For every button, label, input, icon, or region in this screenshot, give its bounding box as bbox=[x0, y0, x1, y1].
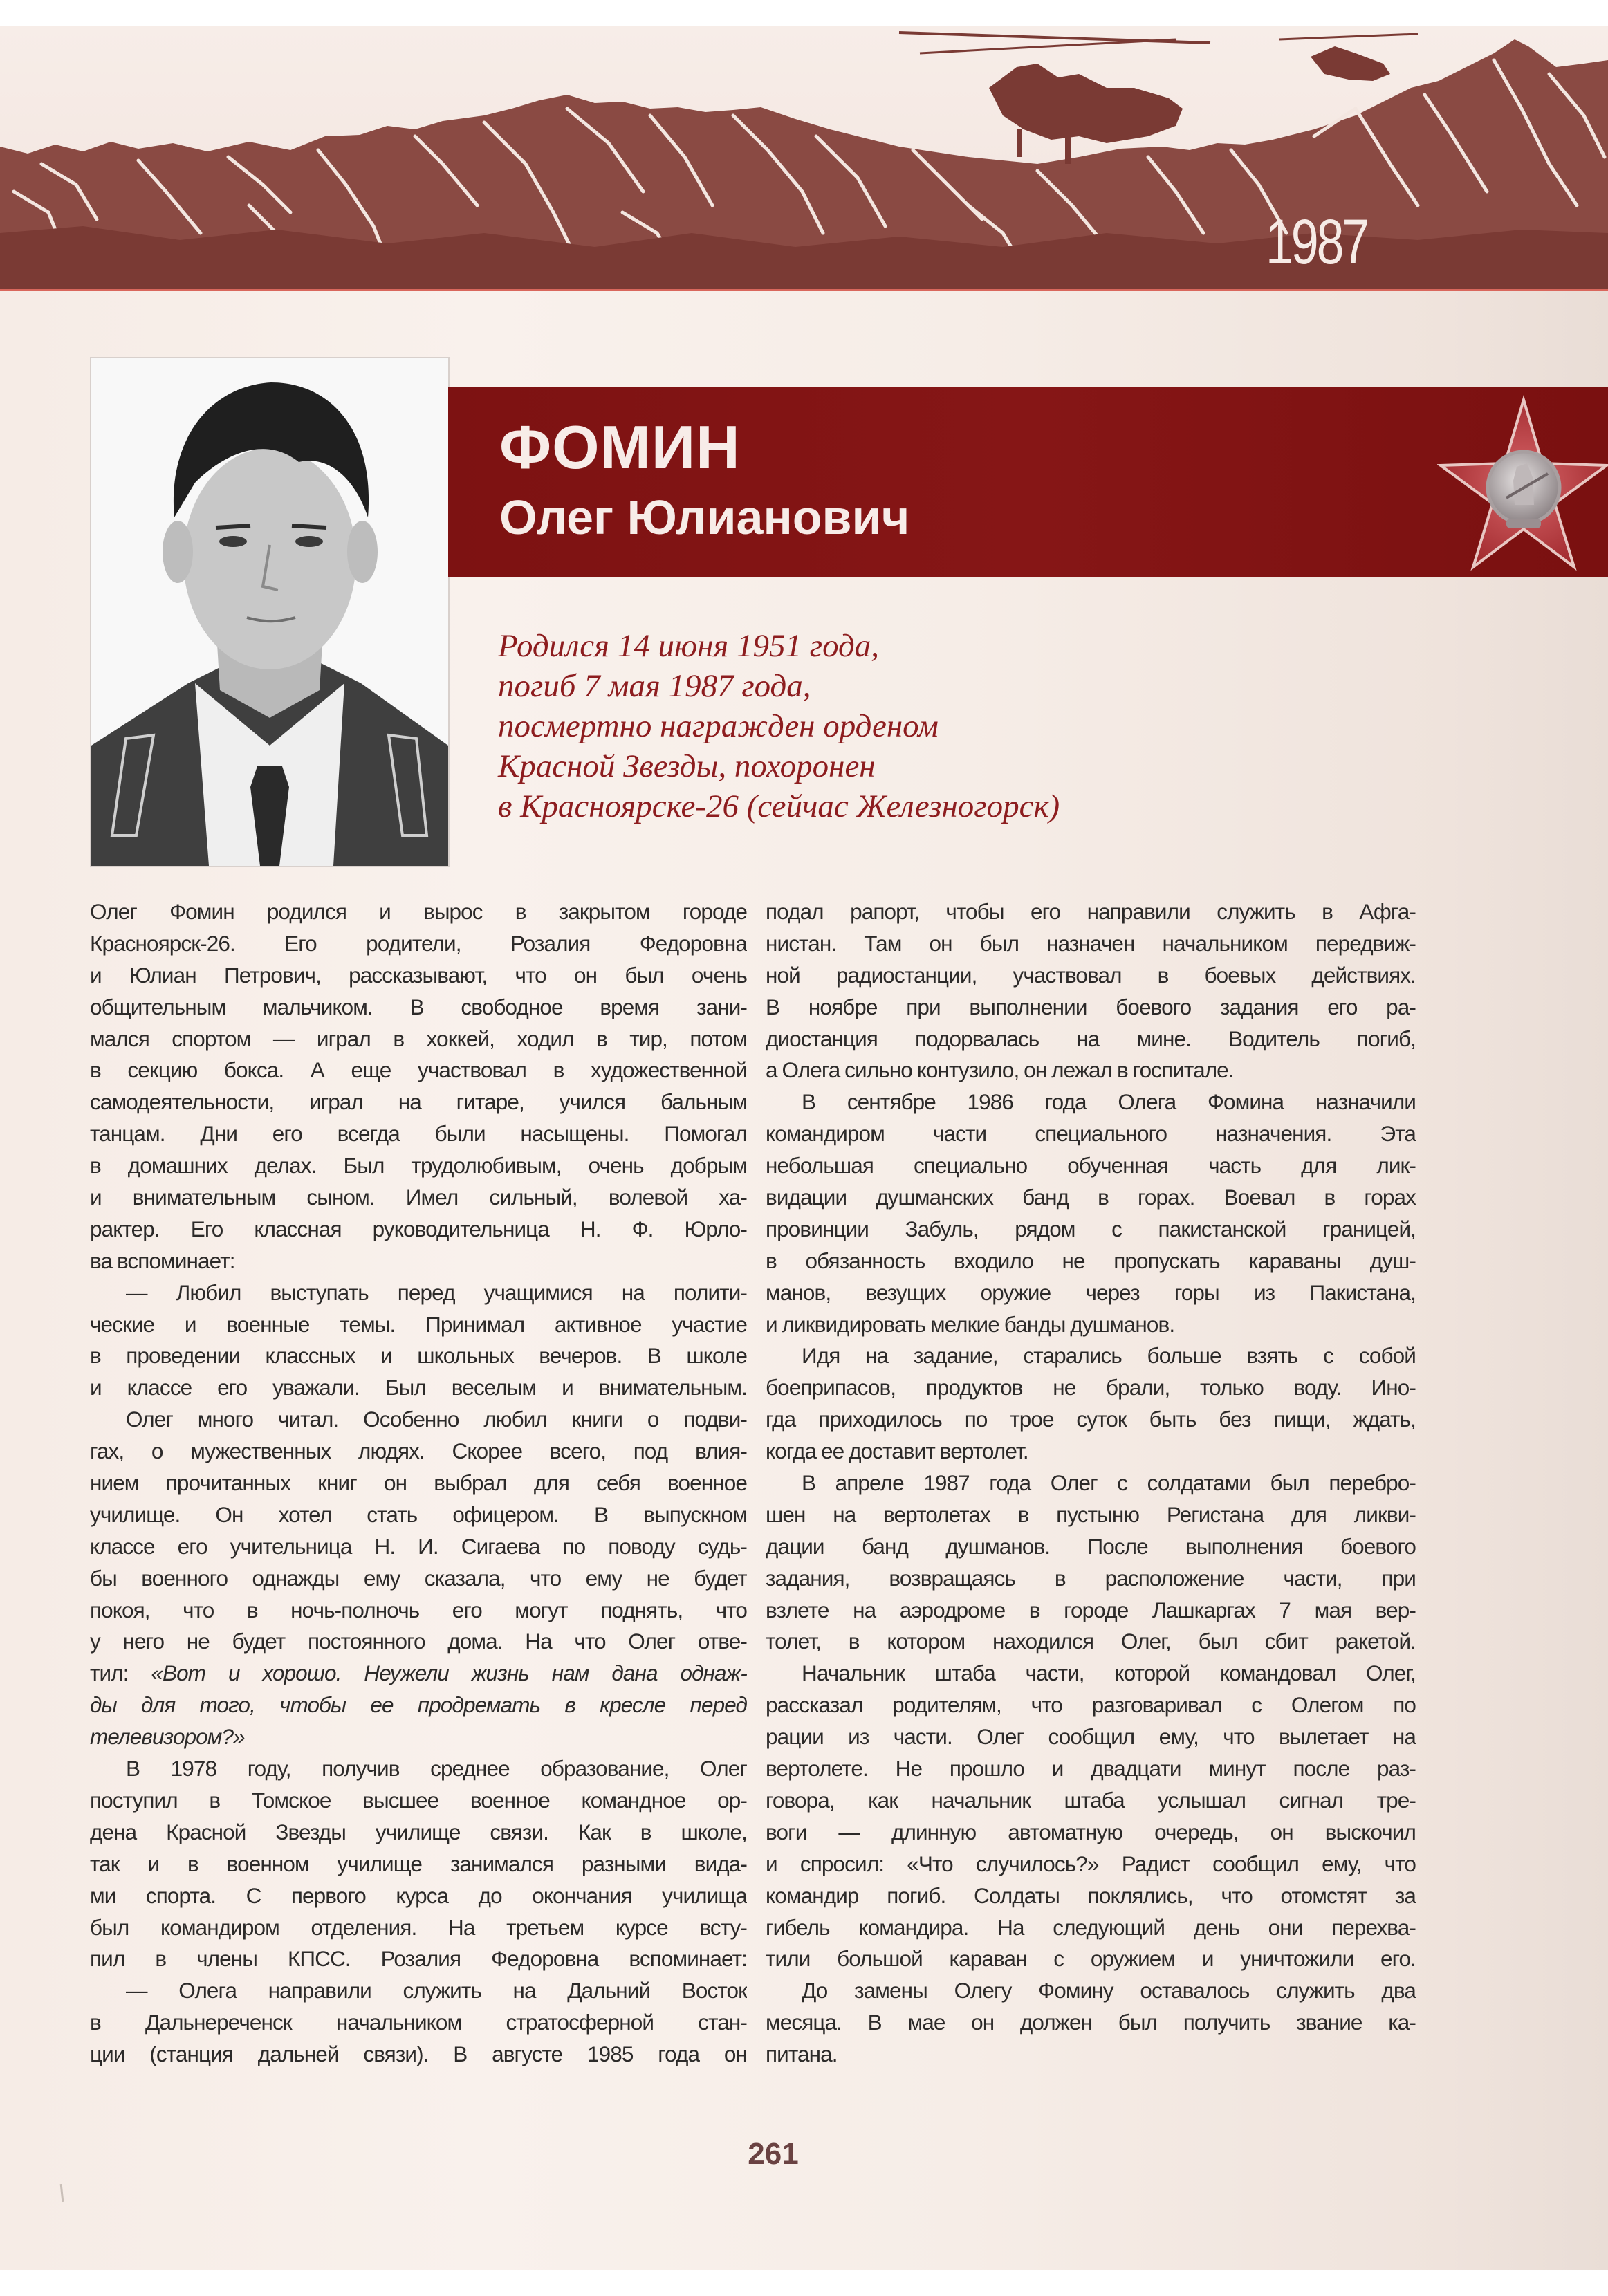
text-line: классе его учительница Н. И. Сигаева по поводу судь- bbox=[90, 1533, 747, 1559]
text-line: и ликвидировать мелкие банды душманов. bbox=[766, 1311, 1175, 1337]
text-line: командиром части специального назначения. Эта bbox=[766, 1121, 1416, 1147]
text-line: ва вспоминает: bbox=[90, 1248, 235, 1273]
text-line: питана. bbox=[766, 2042, 838, 2067]
text-line: мался спортом — играл в хоккей, ходил в тир, потом bbox=[90, 1026, 747, 1051]
text-line: месяца. В мае он должен был получить звание ка- bbox=[766, 2010, 1416, 2035]
text-line: шен на вертолетах в пустыню Регистана для ликви- bbox=[766, 1501, 1416, 1527]
text-line: диостанция подорвалась на мине. Водитель погиб, bbox=[766, 1026, 1416, 1051]
text-line: а Олега сильно контузило, он лежал в госпитале. bbox=[766, 1057, 1234, 1083]
text-line: пил в члены КПСС. Розалия Федоровна вспоминает: bbox=[90, 1946, 747, 1972]
text-line: Олег Фомин родился и вырос в закрытом городе bbox=[90, 899, 747, 924]
text-line: поступил в Томское высшее военное командное ор- bbox=[90, 1787, 747, 1813]
text-line: училище. Он хотел стать офицером. В выпускном bbox=[90, 1501, 747, 1527]
quote-text: ды для того, чтобы ее продремать в кресле перед bbox=[90, 1692, 747, 1718]
text-line: В ноябре при выполнении боевого задания его ра- bbox=[766, 994, 1416, 1019]
bio-summary-line: посмертно награжден орденом bbox=[498, 708, 939, 744]
text-line: ции (станция дальней связи). В августе 1985 года он bbox=[90, 2042, 747, 2067]
text-line: в Дальнереченск начальником стратосферной стан- bbox=[90, 2010, 747, 2035]
text-line: у него не будет постоянного дома. На что Олег отве- bbox=[90, 1629, 747, 1654]
text-line: взлете на аэродроме в городе Лашкаргах 7 мая вер- bbox=[766, 1597, 1416, 1622]
body-column-right bbox=[766, 896, 1416, 2071]
text-line: самодеятельности, играл на гитаре, учился бальным bbox=[90, 1089, 747, 1115]
quote-text: телевизором?» bbox=[90, 1724, 245, 1750]
text-line: ми спорта. С первого курса до окончания училища bbox=[90, 1882, 747, 1908]
surname-heading: ФОМИН bbox=[499, 413, 741, 481]
text-line: манов, везущих оружие через горы из Пакистана, bbox=[766, 1279, 1416, 1305]
text-line: подал рапорт, чтобы его направили служить в Афга- bbox=[766, 899, 1416, 924]
text-line: рактер. Его классная руководительница Н. Ф. Юрло- bbox=[90, 1216, 747, 1241]
text-line: провинции Забуль, рядом с пакистанской границей, bbox=[766, 1216, 1416, 1241]
text-line-mixed bbox=[90, 1658, 747, 1689]
text-line: в секцию бокса. А еще участвовал в художественной bbox=[90, 1057, 747, 1083]
text-line: так и в военном училище занимался разными вида- bbox=[90, 1851, 747, 1876]
text-line: дации банд душманов. После выполнения боевого bbox=[766, 1533, 1416, 1559]
text-line: гибель командира. На следующий день они перехва- bbox=[766, 1914, 1416, 1940]
given-names-heading: Олег Юлианович bbox=[499, 490, 910, 544]
text-line: — Любил выступать перед учащимися на полити- bbox=[126, 1279, 747, 1305]
text-line: ческие и военные темы. Принимал активное участие bbox=[90, 1311, 747, 1337]
text-line: рации из части. Олег сообщил ему, что вылетает на bbox=[766, 1724, 1416, 1750]
text-line: говора, как начальник штаба услышал сигнал тре- bbox=[766, 1787, 1416, 1813]
text-line: общительным мальчиком. В свободное время зани- bbox=[90, 994, 747, 1019]
text-line: тили большой караван с оружием и уничтожили его. bbox=[766, 1946, 1416, 1972]
text-line: был командиром отделения. На третьем курсе всту- bbox=[90, 1914, 747, 1940]
text-line: гда приходилось по трое суток быть без пищи, ждать, bbox=[766, 1407, 1416, 1432]
page-number: 261 bbox=[748, 2137, 799, 2171]
text-line: Олег много читал. Особенно любил книги о подви- bbox=[126, 1407, 747, 1432]
text-line: покоя, что в ночь-полночь его могут поднять, что bbox=[90, 1597, 747, 1622]
text-line: когда ее доставит вертолет. bbox=[766, 1438, 1028, 1464]
text-line: нием прочитанных книг он выбрал для себя военное bbox=[90, 1470, 747, 1496]
text-line: в проведении классных и школьных вечеров. В школе bbox=[90, 1343, 747, 1369]
bio-summary-line: Красной Звезды, похоронен bbox=[498, 748, 876, 784]
text-line: воги — длинную автоматную очередь, он выскочил bbox=[766, 1819, 1416, 1844]
year-label: 1987 bbox=[1266, 207, 1368, 277]
text-line: В 1978 году, получив среднее образование, Олег bbox=[126, 1756, 747, 1781]
text-line: Идя на задание, старались больше взять с собой bbox=[802, 1343, 1416, 1369]
text-line: задания, возвращаясь в расположение части, при bbox=[766, 1565, 1416, 1591]
text-line: и внимательным сыном. Имел сильный, волевой ха- bbox=[90, 1185, 747, 1210]
text-line: нистан. Там он был назначен начальником передвиж- bbox=[766, 930, 1416, 956]
portrait-image bbox=[91, 358, 448, 866]
text-line: Красноярск-26. Его родители, Розалия Федоровна bbox=[90, 930, 747, 956]
text-line: танцам. Дни его всегда были насыщены. Помогал bbox=[90, 1121, 747, 1147]
text-line: в обязанность входило не пропускать караваны душ- bbox=[766, 1248, 1416, 1273]
text-line: видации душманских банд в горах. Воевал в горах bbox=[766, 1185, 1416, 1210]
text-line: бы военного однажды ему сказала, что ему не будет bbox=[90, 1565, 747, 1591]
text-line bbox=[90, 1689, 747, 1721]
text-line: рассказал родителям, что разговаривал с Олегом по bbox=[766, 1692, 1416, 1718]
text-line: и классе его уважали. Был веселым и внимательным. bbox=[90, 1375, 747, 1400]
bio-summary-line: Родился 14 июня 1951 года, bbox=[498, 628, 879, 664]
portrait-photo bbox=[90, 357, 450, 867]
text-line: боеприпасов, продуктов не брали, только воду. Ино- bbox=[766, 1375, 1416, 1400]
quote-text: «Вот и хорошо. Неужели жизнь нам дана однаж- bbox=[151, 1660, 747, 1686]
text-line: небольшая специально обученная часть для лик- bbox=[766, 1153, 1416, 1178]
bio-summary-line: погиб 7 мая 1987 года, bbox=[498, 668, 811, 704]
text-line: и Юлиан Петрович, рассказывают, что он был очень bbox=[90, 962, 747, 988]
text-run: тил: bbox=[90, 1660, 151, 1686]
text-line: До замены Олегу Фомину оставалось служить два bbox=[802, 1978, 1416, 2003]
text-line: командир погиб. Солдаты поклялись, что отомстят за bbox=[766, 1882, 1416, 1908]
text-line: и спросил: «Что случилось?» Радист сообщил ему, что bbox=[766, 1851, 1416, 1876]
text-line: толет, в котором находился Олег, был сбит ракетой. bbox=[766, 1629, 1416, 1654]
text-line: В сентябре 1986 года Олега Фомина назначили bbox=[802, 1089, 1416, 1115]
text-line: — Олега направили служить на Дальний Восток bbox=[126, 1978, 747, 2003]
text-line bbox=[90, 1721, 747, 1753]
order-of-the-red-star-icon bbox=[1437, 394, 1608, 571]
bio-summary-line: в Красноярске-26 (сейчас Железногорск) bbox=[498, 788, 1060, 824]
text-line: вертолете. Не прошло и двадцати минут после раз- bbox=[766, 1756, 1416, 1781]
text-line: в домашних делах. Был трудолюбивым, очень добрым bbox=[90, 1153, 747, 1178]
text-line: Начальник штаба части, которой командовал Олег, bbox=[802, 1660, 1416, 1686]
header-divider bbox=[0, 289, 1608, 291]
bio-summary bbox=[498, 626, 1060, 826]
text-line: дена Красной Звезды училище связи. Как в школе, bbox=[90, 1819, 747, 1844]
text-line: ной радиостанции, участвовал в боевых действиях. bbox=[766, 962, 1416, 988]
text-line: В апреле 1987 года Олег с солдатами был перебро- bbox=[802, 1470, 1416, 1496]
body-column-left bbox=[90, 896, 747, 2071]
text-line: гах, о мужественных людях. Скорее всего, под влия- bbox=[90, 1438, 747, 1464]
